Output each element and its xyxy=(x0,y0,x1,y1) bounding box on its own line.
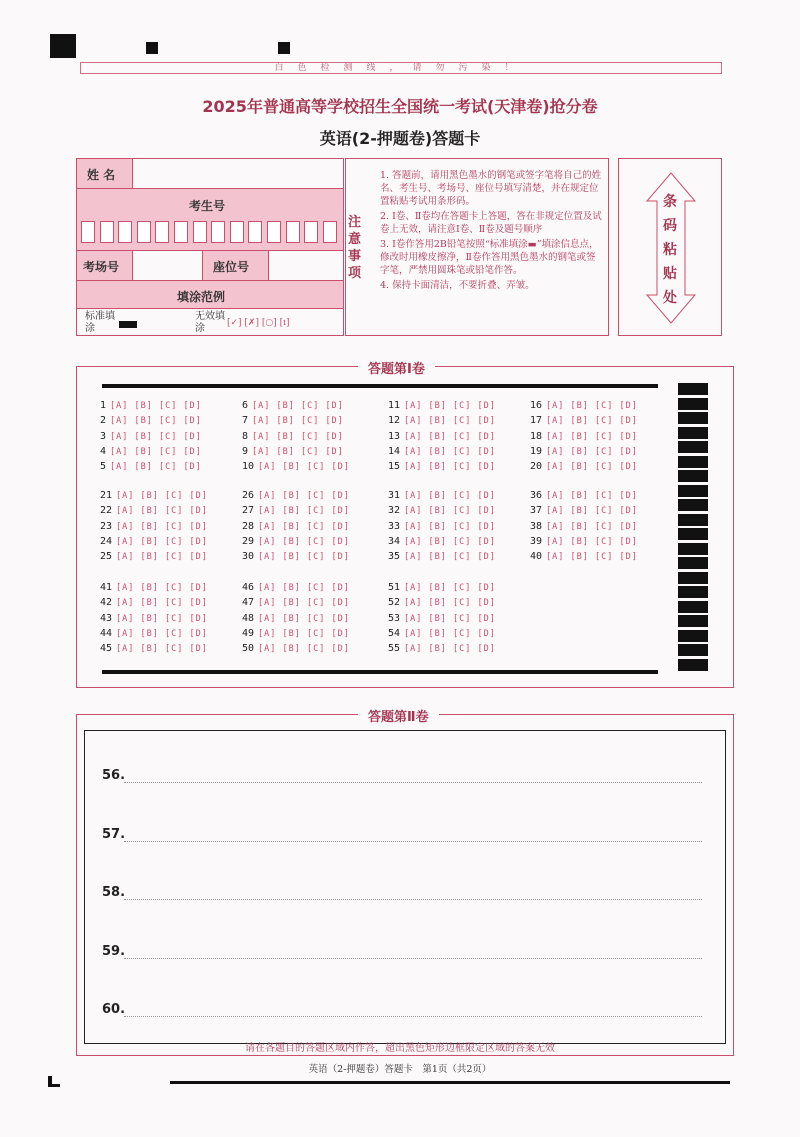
timing-mark xyxy=(678,514,708,526)
exam-id-digit-cell[interactable] xyxy=(100,221,114,243)
question-18[interactable] xyxy=(530,431,638,442)
footer-rule xyxy=(170,1081,730,1084)
question-number: 20 xyxy=(530,461,543,473)
answer-options[interactable]: [A] [B] [C] [D] xyxy=(404,644,496,655)
standard-fill-label: 标准填涂 xyxy=(85,311,115,334)
timing-mark xyxy=(678,383,708,395)
answer-options[interactable]: [A] [B] [C] [D] xyxy=(404,521,496,532)
question-4[interactable] xyxy=(100,446,202,457)
answer-options[interactable]: [A] [B] [C] [D] xyxy=(404,416,496,427)
question-number: 50 xyxy=(242,643,255,655)
question-1[interactable] xyxy=(100,400,202,411)
question-number: 5 xyxy=(100,461,107,473)
answer-options[interactable]: [A] [B] [C] [D] xyxy=(546,521,638,532)
timing-mark xyxy=(678,412,708,424)
answer-options[interactable]: [A] [B] [C] [D] xyxy=(404,628,496,639)
question-17[interactable] xyxy=(530,415,638,426)
answer-options[interactable]: [A] [B] [C] [D] xyxy=(110,401,202,411)
exam-id-digit-cell[interactable] xyxy=(118,221,132,243)
notice-item: 3. Ⅰ卷作答用2B铅笔按照“标准填涂▬”填涂信息点，修改时用橡皮擦净，Ⅱ卷作答用黑色墨水的钢笔或签字笔，严禁用圆珠笔或铅笔作答。 xyxy=(380,239,599,276)
question-32[interactable] xyxy=(388,505,496,516)
timing-mark xyxy=(678,630,708,642)
exam-id-digit-cell[interactable] xyxy=(304,221,318,243)
question-50[interactable] xyxy=(242,643,350,654)
question-number: 12 xyxy=(388,415,401,427)
question-number: 45 xyxy=(100,643,113,655)
section-1-title: 答题第Ⅰ卷 xyxy=(358,358,435,377)
question-16[interactable] xyxy=(530,400,638,411)
answer-line[interactable] xyxy=(124,958,702,959)
question-number: 7 xyxy=(242,415,249,427)
question-number: 24 xyxy=(100,535,113,547)
answer-options[interactable]: [A] [B] [C] [D] xyxy=(404,613,496,624)
timing-mark xyxy=(678,485,708,497)
question-number: 27 xyxy=(242,505,255,517)
question-number: 2 xyxy=(100,415,107,427)
question-number: 31 xyxy=(388,490,401,501)
invalid-fill-label: 无效填涂 xyxy=(195,311,225,334)
question-57-number: 57. xyxy=(102,826,126,842)
answer-options[interactable]: [A] [B] [C] [D] xyxy=(116,521,208,532)
answer-options[interactable]: [A] [B] [C] [D] xyxy=(404,431,496,442)
timing-mark xyxy=(678,456,708,468)
question-number: 23 xyxy=(100,520,113,532)
question-number: 35 xyxy=(388,551,401,563)
answer-options[interactable]: [A] [B] [C] [D] xyxy=(116,536,208,547)
question-39[interactable] xyxy=(530,536,638,547)
question-26[interactable] xyxy=(242,490,350,501)
question-12[interactable] xyxy=(388,415,496,426)
question-46[interactable] xyxy=(242,582,350,593)
question-number: 46 xyxy=(242,582,255,593)
question-3[interactable] xyxy=(100,431,202,442)
question-number: 53 xyxy=(388,612,401,624)
answer-options[interactable]: [A] [B] [C] [D] xyxy=(404,491,496,501)
exam-id-digit-cell[interactable] xyxy=(286,221,300,243)
question-45[interactable] xyxy=(100,643,208,654)
question-22[interactable] xyxy=(100,505,208,516)
question-24[interactable] xyxy=(100,536,208,547)
answer-options[interactable]: [A] [B] [C] [D] xyxy=(404,598,496,609)
timing-mark xyxy=(678,528,708,540)
answer-options[interactable]: [A] [B] [C] [D] xyxy=(404,536,496,547)
answer-options[interactable]: [A] [B] [C] [D] xyxy=(546,506,638,517)
answer-options[interactable]: [A] [B] [C] [D] xyxy=(404,583,496,593)
question-19[interactable] xyxy=(530,446,638,457)
answer-options[interactable]: [A] [B] [C] [D] xyxy=(546,462,638,473)
barcode-label: 条码粘贴处 xyxy=(663,194,677,306)
page-subtitle: 英语(2-押题卷)答题卡 xyxy=(319,129,481,148)
answer-options[interactable]: [A] [B] [C] [D] xyxy=(258,583,350,593)
question-6[interactable] xyxy=(242,400,344,411)
answer-options[interactable]: [A] [B] [C] [D] xyxy=(116,628,208,639)
question-number: 32 xyxy=(388,505,401,517)
answer-options[interactable]: [A] [B] [C] [D] xyxy=(258,644,350,655)
seat-label: 座位号 xyxy=(213,260,250,274)
timing-mark xyxy=(678,427,708,439)
fill-example-label: 填涂范例 xyxy=(177,290,226,304)
registration-mark xyxy=(50,34,76,58)
timing-mark xyxy=(678,615,708,627)
answer-options[interactable]: [A] [B] [C] [D] xyxy=(258,462,350,473)
question-number: 39 xyxy=(530,535,543,547)
student-info-box xyxy=(76,158,344,336)
answer-options[interactable]: [A] [B] [C] [D] xyxy=(258,521,350,532)
answer-options[interactable]: [A] [B] [C] [D] xyxy=(546,446,638,457)
exam-id-digit-cell[interactable] xyxy=(137,221,151,243)
question-number: 21 xyxy=(100,490,113,501)
exam-id-label: 考生号 xyxy=(189,199,226,213)
question-27[interactable] xyxy=(242,505,350,516)
timing-mark xyxy=(678,499,708,511)
question-number: 13 xyxy=(388,430,401,442)
invalid-fill-marks: [✓] [✗] [○] [ı] xyxy=(227,318,290,328)
question-number: 19 xyxy=(530,445,543,457)
question-28[interactable] xyxy=(242,521,350,532)
question-37[interactable] xyxy=(530,505,638,516)
question-9[interactable] xyxy=(242,446,344,457)
question-number: 17 xyxy=(530,415,543,427)
question-number: 26 xyxy=(242,490,255,501)
question-60-number: 60. xyxy=(102,1002,126,1017)
question-42[interactable] xyxy=(100,597,208,608)
question-number: 30 xyxy=(242,551,255,563)
question-31[interactable] xyxy=(388,490,496,501)
answer-options[interactable]: [A] [B] [C] [D] xyxy=(404,552,496,563)
exam-id-digit-cell[interactable] xyxy=(211,221,225,243)
exam-id-digit-cell[interactable] xyxy=(174,221,188,243)
question-13[interactable] xyxy=(388,431,496,442)
page-title: 2025年普通高等学校招生全国统一考试(天津卷)抢分卷 xyxy=(202,97,598,116)
question-33[interactable] xyxy=(388,521,496,532)
question-25[interactable] xyxy=(100,551,208,562)
thick-rule xyxy=(102,384,658,388)
question-number: 28 xyxy=(242,520,255,532)
notice-item: 1. 答题前，请用黑色墨水的钢笔或签字笔将自己的姓名、考生号、考场号、座位号填写清楚，并在规定位置粘贴考试用条形码。 xyxy=(380,170,602,207)
standard-fill-mark xyxy=(119,321,137,328)
timing-mark xyxy=(678,441,708,453)
question-number: 34 xyxy=(388,535,401,547)
answer-options[interactable]: [A] [B] [C] [D] xyxy=(258,598,350,609)
question-number: 22 xyxy=(100,505,113,517)
timing-mark xyxy=(678,572,708,584)
answer-line[interactable] xyxy=(124,899,702,900)
bottom-note: 请在各题目的答题区域内作答，超出黑色矩形边框限定区域的答案无效 xyxy=(245,1043,555,1054)
timing-mark xyxy=(678,586,708,598)
answer-line[interactable] xyxy=(124,841,702,842)
question-54[interactable] xyxy=(388,628,496,639)
answer-options[interactable]: [A] [B] [C] [D] xyxy=(110,416,202,427)
answer-options[interactable]: [A] [B] [C] [D] xyxy=(404,462,496,473)
question-44[interactable] xyxy=(100,628,208,639)
name-field[interactable] xyxy=(133,159,344,189)
question-number: 40 xyxy=(530,551,543,563)
question-20[interactable] xyxy=(530,461,638,472)
timing-mark xyxy=(678,543,708,555)
answer-options[interactable]: [A] [B] [C] [D] xyxy=(116,506,208,517)
registration-mark xyxy=(146,42,158,54)
answer-options[interactable]: [A] [B] [C] [D] xyxy=(252,416,344,427)
answer-line[interactable] xyxy=(124,782,702,783)
question-number: 9 xyxy=(242,445,249,457)
notice-item: 2. Ⅰ卷、Ⅱ卷均在答题卡上答题，答在非规定位置及试卷上无效，请注意Ⅰ卷、Ⅱ卷及题号顺序 xyxy=(380,211,602,235)
exam-id-digit-cell[interactable] xyxy=(230,221,244,243)
timing-mark xyxy=(678,557,708,569)
notice-heading: 注意事项 xyxy=(348,215,362,281)
timing-mark xyxy=(678,644,708,656)
room-field[interactable] xyxy=(133,251,203,281)
answer-options[interactable]: [A] [B] [C] [D] xyxy=(258,536,350,547)
question-number: 25 xyxy=(100,551,113,563)
answer-options[interactable]: [A] [B] [C] [D] xyxy=(546,552,638,563)
question-58-number: 58. xyxy=(102,885,126,900)
answer-options[interactable]: [A] [B] [C] [D] xyxy=(116,598,208,609)
question-5[interactable] xyxy=(100,461,202,472)
question-number: 8 xyxy=(242,430,249,442)
question-number: 33 xyxy=(388,520,401,532)
question-35[interactable] xyxy=(388,551,496,562)
question-number: 18 xyxy=(530,430,543,442)
answer-options[interactable]: [A] [B] [C] [D] xyxy=(258,628,350,639)
name-label: 姓 名 xyxy=(87,168,116,182)
question-number: 16 xyxy=(530,400,543,411)
answer-options[interactable]: [A] [B] [C] [D] xyxy=(404,401,496,411)
notice-box xyxy=(345,158,609,336)
question-number: 43 xyxy=(100,612,113,624)
corner-mark xyxy=(48,1084,60,1087)
question-52[interactable] xyxy=(388,597,496,608)
question-36[interactable] xyxy=(530,490,638,501)
answer-options[interactable]: [A] [B] [C] [D] xyxy=(252,401,344,411)
question-number: 51 xyxy=(388,582,401,593)
exam-id-digit-cell[interactable] xyxy=(267,221,281,243)
timing-mark xyxy=(678,601,708,613)
question-38[interactable] xyxy=(530,521,638,532)
answer-options[interactable]: [A] [B] [C] [D] xyxy=(110,462,202,473)
question-number: 15 xyxy=(388,461,401,473)
question-number: 37 xyxy=(530,505,543,517)
notice-item: 4. 保持卡面清洁，不要折叠、弄皱。 xyxy=(380,280,535,291)
question-number: 49 xyxy=(242,627,255,639)
question-number: 1 xyxy=(100,400,107,411)
question-29[interactable] xyxy=(242,536,350,547)
answer-options[interactable]: [A] [B] [C] [D] xyxy=(116,583,208,593)
question-21[interactable] xyxy=(100,490,208,501)
answer-options[interactable]: [A] [B] [C] [D] xyxy=(252,446,344,457)
question-30[interactable] xyxy=(242,551,350,562)
answer-options[interactable]: [A] [B] [C] [D] xyxy=(404,446,496,457)
answer-options[interactable]: [A] [B] [C] [D] xyxy=(546,536,638,547)
answer-options[interactable]: [A] [B] [C] [D] xyxy=(404,506,496,517)
timing-mark xyxy=(678,659,708,671)
exam-id-digit-cell[interactable] xyxy=(248,221,262,243)
room-label: 考场号 xyxy=(83,260,120,274)
question-number: 36 xyxy=(530,490,543,501)
question-number: 3 xyxy=(100,430,107,442)
answer-options[interactable]: [A] [B] [C] [D] xyxy=(116,644,208,655)
question-11[interactable] xyxy=(388,400,496,411)
answer-options[interactable]: [A] [B] [C] [D] xyxy=(116,491,208,501)
question-51[interactable] xyxy=(388,582,496,593)
thick-rule xyxy=(102,670,658,674)
answer-options[interactable]: [A] [B] [C] [D] xyxy=(116,552,208,563)
answer-options[interactable]: [A] [B] [C] [D] xyxy=(546,431,638,442)
question-number: 54 xyxy=(388,627,401,639)
answer-options[interactable]: [A] [B] [C] [D] xyxy=(258,506,350,517)
question-15[interactable] xyxy=(388,461,496,472)
section-2-answer-area xyxy=(84,730,726,1044)
answer-options[interactable]: [A] [B] [C] [D] xyxy=(258,613,350,624)
question-number: 38 xyxy=(530,520,543,532)
question-43[interactable] xyxy=(100,613,208,624)
answer-options[interactable]: [A] [B] [C] [D] xyxy=(546,491,638,501)
question-number: 14 xyxy=(388,445,401,457)
white-detection-strip: 白色检测线，请勿污染！ xyxy=(80,62,722,74)
question-number: 42 xyxy=(100,597,113,609)
page-footer: 英语（2-押题卷）答题卡 第1页（共2页） xyxy=(308,1064,492,1075)
exam-id-digit-cell[interactable] xyxy=(323,221,337,243)
question-34[interactable] xyxy=(388,536,496,547)
question-7[interactable] xyxy=(242,415,344,426)
answer-options[interactable]: [A] [B] [C] [D] xyxy=(546,416,638,427)
seat-field[interactable] xyxy=(269,251,344,281)
question-number: 6 xyxy=(242,400,249,411)
timing-mark xyxy=(678,470,708,482)
question-number: 55 xyxy=(388,643,401,655)
question-55[interactable] xyxy=(388,643,496,654)
answer-options[interactable]: [A] [B] [C] [D] xyxy=(252,431,344,442)
question-number: 4 xyxy=(100,445,107,457)
answer-line[interactable] xyxy=(124,1016,702,1017)
timing-mark xyxy=(678,398,708,410)
section-2-title: 答题第Ⅱ卷 xyxy=(358,706,439,725)
question-14[interactable] xyxy=(388,446,496,457)
question-number: 44 xyxy=(100,627,113,639)
question-23[interactable] xyxy=(100,521,208,532)
question-41[interactable] xyxy=(100,582,208,593)
question-number: 10 xyxy=(242,461,255,473)
exam-id-digit-cell[interactable] xyxy=(155,221,169,243)
registration-mark xyxy=(278,42,290,54)
question-number: 41 xyxy=(100,582,113,593)
answer-options[interactable]: [A] [B] [C] [D] xyxy=(258,491,350,501)
question-40[interactable] xyxy=(530,551,638,562)
question-56-number: 56. xyxy=(102,768,126,783)
question-number: 29 xyxy=(242,535,255,547)
question-number: 52 xyxy=(388,597,401,609)
question-49[interactable] xyxy=(242,628,350,639)
answer-options[interactable]: [A] [B] [C] [D] xyxy=(110,431,202,442)
question-48[interactable] xyxy=(242,613,350,624)
question-47[interactable] xyxy=(242,597,350,608)
exam-id-digit-cell[interactable] xyxy=(193,221,207,243)
exam-id-digit-cell[interactable] xyxy=(81,221,95,243)
answer-options[interactable]: [A] [B] [C] [D] xyxy=(116,613,208,624)
question-53[interactable] xyxy=(388,613,496,624)
answer-options[interactable]: [A] [B] [C] [D] xyxy=(258,552,350,563)
question-10[interactable] xyxy=(242,461,350,472)
question-59-number: 59. xyxy=(102,943,126,959)
question-number: 47 xyxy=(242,597,255,609)
question-2[interactable] xyxy=(100,415,202,426)
question-number: 48 xyxy=(242,612,255,624)
question-number: 11 xyxy=(388,400,401,411)
answer-options[interactable]: [A] [B] [C] [D] xyxy=(546,401,638,411)
answer-options[interactable]: [A] [B] [C] [D] xyxy=(110,446,202,457)
question-8[interactable] xyxy=(242,431,344,442)
